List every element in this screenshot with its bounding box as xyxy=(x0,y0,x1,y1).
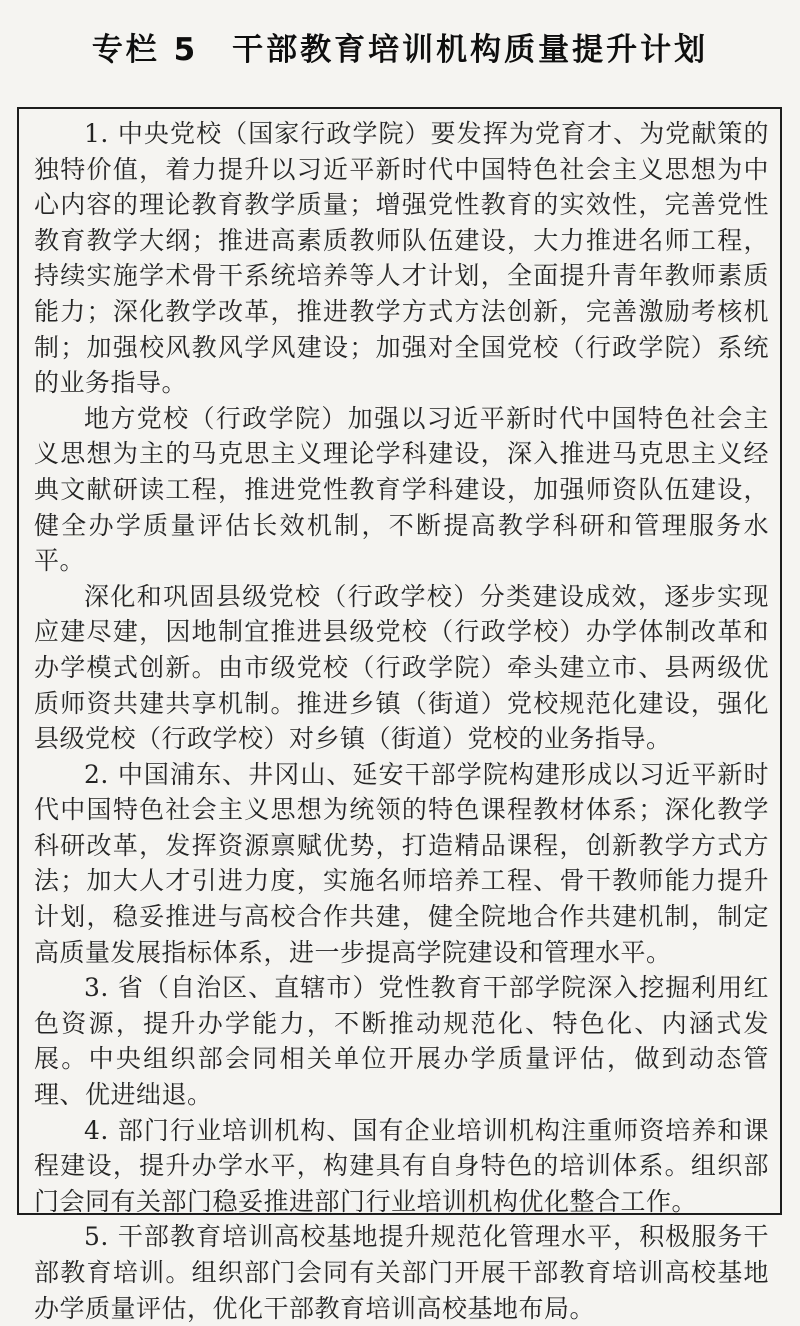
page-title: 专栏 5 干部教育培训机构质量提升计划 xyxy=(91,32,709,68)
paragraph-central-party-school: 1. 中央党校（国家行政学院）要发挥为党育才、为党献策的独特价值，着力提升以习近平新时代中国特色社会主义思想为中心内容的理论教育教学质量；增强党性教育的实效性，完善党性教育教学大纲；推进高素质教师队伍建设，大力推进名师工程，持续实施学术骨干系统培养等人才计划，全面提升青年教师素质能力；深化教学改革，推进教学方式方法创新，完善激励考核机制；加强校风教风学风建设；加强对全国党校（行政学院）系统的业务指导。 xyxy=(34,119,769,398)
paragraph-local-party-schools: 地方党校（行政学院）加强以习近平新时代中国特色社会主义思想为主的马克思主义理论学科建设，深入推进马克思主义经典文献研读工程，推进党性教育学科建设，加强师资队伍建设，健全办学质量评估长效机制，不断提高教学科研和管理服务水平。 xyxy=(34,403,769,576)
paragraph-cadre-academies: 2. 中国浦东、井冈山、延安干部学院构建形成以习近平新时代中国特色社会主义思想为统领的特色课程教材体系；深化教学科研改革，发挥资源禀赋优势，打造精品课程，创新教学方式方法；加大人才引进力度，实施名师培养工程、骨干教师能力提升计划，稳妥推进与高校合作共建，健全院地合作共建机制，制定高质量发展指标体系，进一步提高学院建设和管理水平。 xyxy=(34,759,769,967)
paragraph-industry-training-institutions: 4. 部门行业培训机构、国有企业培训机构注重师资培养和课程建设，提升办学水平，构建具有自身特色的培训体系。组织部门会同有关部门稳妥推进部门行业培训机构优化整合工作。 xyxy=(34,1115,769,1216)
content-box xyxy=(17,107,782,1323)
paragraph-county-party-schools: 深化和巩固县级党校（行政学校）分类建设成效，逐步实现应建尽建，因地制宜推进县级党校（行政学校）办学体制改革和办学模式创新。由市级党校（行政学院）牵头建立市、县两级优质师资共建共享机制。推进乡镇（街道）党校规范化建设，强化县级党校（行政学校）对乡镇（街道）党校的业务指导。 xyxy=(34,581,769,754)
paragraph-university-training-bases: 5. 干部教育培训高校基地提升规范化管理水平，积极服务干部教育培训。组织部门会同有关部门开展干部教育培训高校基地办学质量评估，优化干部教育培训高校基地布局。 xyxy=(34,1222,769,1323)
paragraph-provincial-academies: 3. 省（自治区、直辖市）党性教育干部学院深入挖掘利用红色资源，提升办学能力，不断推动规范化、特色化、内涵式发展。中央组织部会同相关单位开展办学质量评估，做到动态管理、优进绌退。 xyxy=(34,973,769,1110)
